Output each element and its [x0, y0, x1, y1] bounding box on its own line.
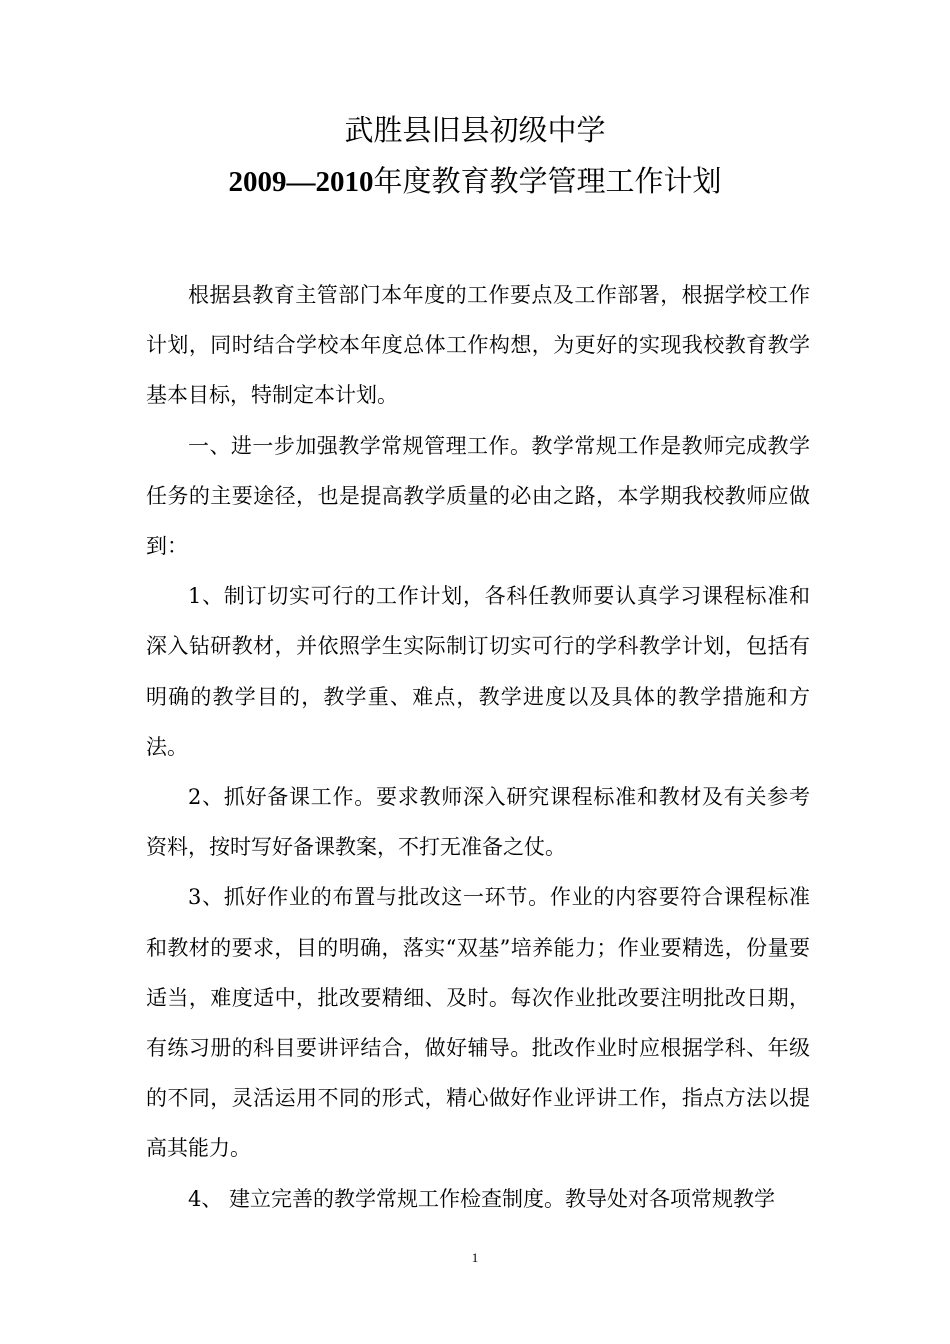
document-title-school: 武胜县旧县初级中学	[344, 113, 606, 147]
document-title-plan	[0, 163, 950, 200]
paragraph-item-4: 4、 建立完善的教学常规工作检查制度。教导处对各项常规教学	[188, 1186, 776, 1211]
title-plan-name: 年度教育教学管理工作计划	[373, 164, 722, 198]
paragraph-item-1: 1、制订切实可行的工作计划，各科任教师要认真学习课程标准和深入钻研教材，并依照学生实际制订切实可行的学科教学计划，包括有明确的教学目的，教学重、难点，教学进度以及具体的教学措施和方法。	[146, 584, 810, 759]
paragraph-section-1: 一、进一步加强教学常规管理工作。教学常规工作是教师完成教学任务的主要途径，也是提高教学质量的必由之路，本学期我校教师应做到：	[146, 433, 810, 559]
page-number: 1	[471, 1250, 479, 1265]
paragraph-intro: 根据县教育主管部门本年度的工作要点及工作部署，根据学校工作计划，同时结合学校本年度总体工作构想，为更好的实现我校教育教学基本目标，特制定本计划。	[146, 283, 810, 408]
paragraph-item-3: 3、抓好作业的布置与批改这一环节。作业的内容要符合课程标准和教材的要求，目的明确，落实“双基”培养能力；作业要精选，份量要适当，难度适中，批改要精细、及时。每次作业批改要注明批改日期，有练习册的科目要讲评结合，做好辅导。批改作业时应根据学科、年级的不同，灵活运用不同的形式，精心做好作业评讲工作，指点方法以提高其能力。	[146, 885, 810, 1161]
document-body	[146, 270, 810, 1224]
title-year-range: 2009—2010	[228, 166, 374, 198]
paragraph-item-2: 2、抓好备课工作。要求教师深入研究课程标准和教材及有关参考资料，按时写好备课教案，不打无准备之仗。	[146, 785, 810, 860]
